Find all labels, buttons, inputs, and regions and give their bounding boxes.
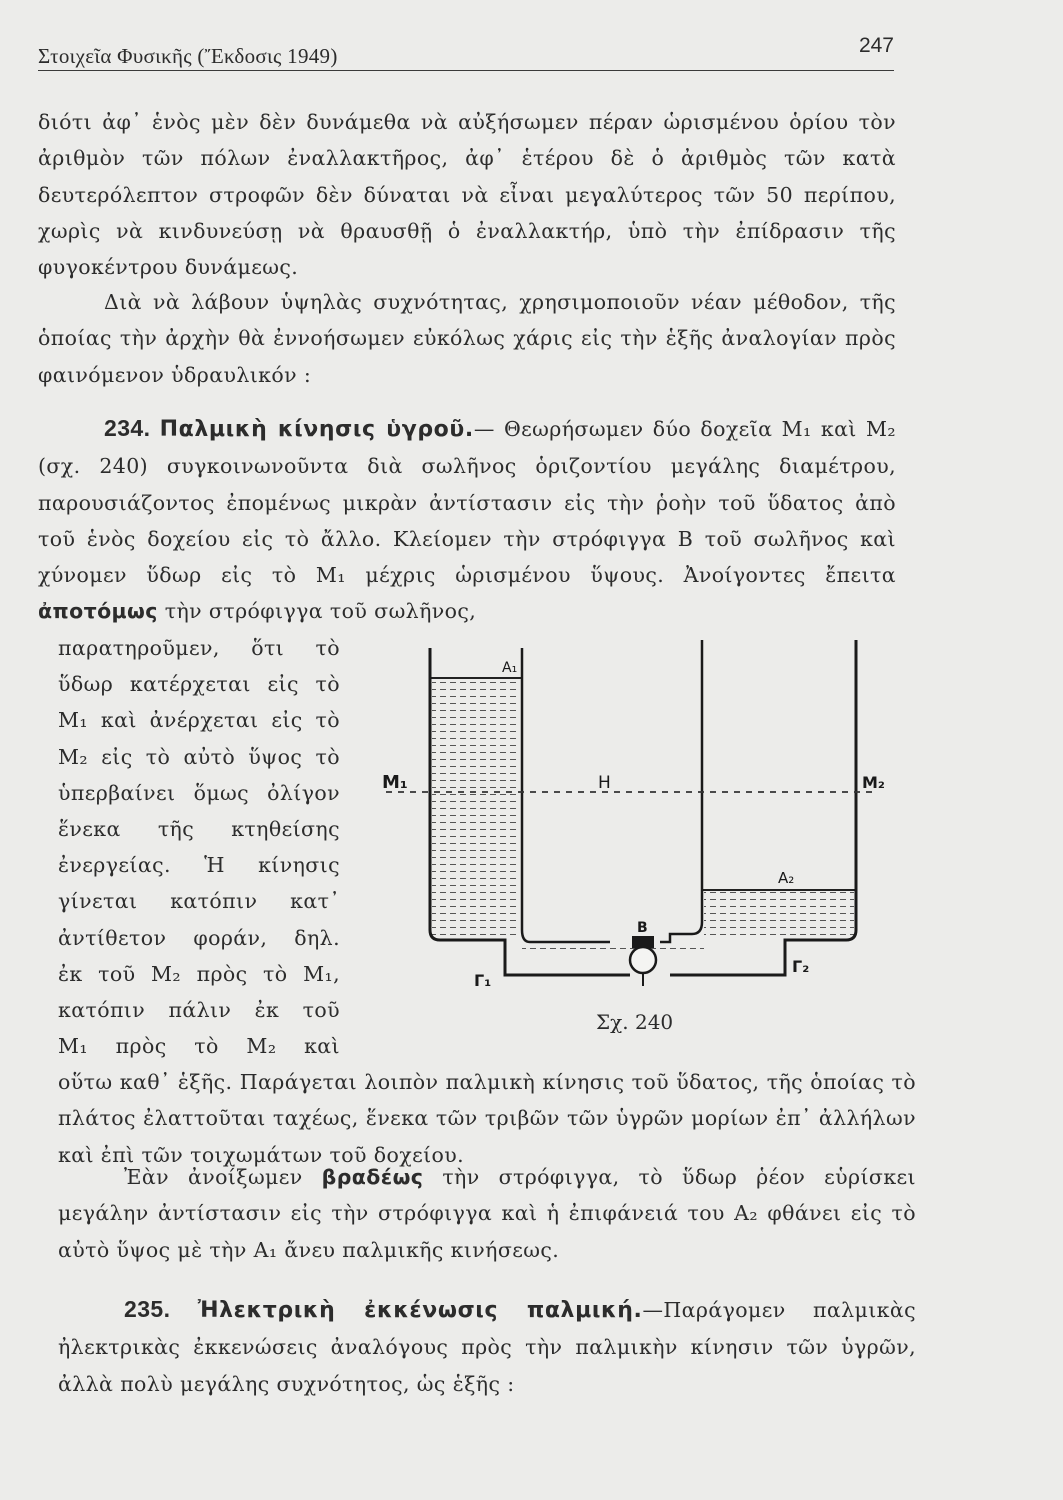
label-g2: Γ₂ (792, 957, 810, 976)
slow-text-end: τὴν στρόφιγγα, τὸ ὕδωρ ῥέον εὑρίσκει μεγάλην ἀντίστασιν εἰς τὴν στρόφιγγα καὶ ἡ ἐπιφάνειά του Α₂ φθάνει εἰς τὸ αὐτὸ ὕψος μὲ τὴν Α₁ ἄνευ παλμικῆς κινήσεως. (58, 1165, 916, 1262)
label-h: Η (598, 773, 611, 793)
wrapped-line: Μ₁ καὶ ἀνέρχεται εἰς τὸ (58, 708, 340, 733)
vessel-m2-inner-wall (660, 640, 702, 942)
figure-240-vessels-diagram (380, 630, 885, 1000)
label-a2: Α₂ (778, 869, 795, 887)
wrapped-line: Μ₂ εἰς τὸ αὐτὸ ὕψος τὸ (58, 744, 340, 769)
running-title: Στοιχεῖα Φυσικῆς (Ἔκδοσις 1949) (38, 44, 338, 68)
slow-text-start: Ἐὰν ἀνοίξωμεν (124, 1165, 322, 1189)
section-234-number: 234. (104, 415, 151, 441)
label-g1: Γ₁ (474, 971, 492, 990)
wrapped-line: γίνεται κατόπιν κατ᾽ (58, 889, 340, 914)
emphasis-slowly: βραδέως (321, 1165, 424, 1189)
wrapped-line: κατόπιν πάλιν ἐκ τοῦ (58, 998, 340, 1023)
label-m1: Μ₁ (382, 772, 408, 793)
label-m2: Μ₂ (862, 773, 885, 792)
section-235-number: 235. (124, 1296, 171, 1322)
wrapped-line: ἕνεκα τῆς κτηθείσης (58, 817, 340, 842)
stopcock-b (630, 947, 656, 973)
page-number: 247 (858, 34, 894, 57)
wrapped-line: ἀντίθετον φοράν, δηλ. (58, 925, 340, 950)
section-235 (58, 1291, 916, 1402)
wrapped-line: παρατηροῦμεν, ὅτι τὸ (58, 636, 340, 660)
wrapped-line: ἐκ τοῦ Μ₂ πρὸς τὸ Μ₁, (58, 961, 340, 986)
vessel-m1-inner-wall (522, 648, 610, 942)
emphasis-abruptly: ἀποτόμως (38, 599, 158, 624)
wrapped-line: ὕδωρ κατέρχεται εἰς τὸ (58, 672, 340, 697)
section-234-text: — Θεωρήσωμεν δύο δοχεῖα Μ₁ καὶ Μ₂ (σχ. 240) συγκοινωνοῦντα διὰ σωλῆνος ὁριζοντίου μεγάλης διαμέτρου, παρουσιάζοντος ἐπομένως μικρὰν ἀντίστασιν εἰς τὴν ῥοὴν τοῦ ὕδατος ἀπὸ τοῦ ἑνὸς δοχείου εἰς τὸ ἄλλο. Κλείομεν τὴν στρόφιγγα Β τοῦ σωλῆνος καὶ χύνομεν ὕδωρ εἰς τὸ Μ₁ μέχρις ὡρισμένου ὕψους. Ἀνοίγοντες ἔπειτα (38, 417, 896, 588)
wrapped-line: ἐνεργείας. Ἡ κίνησις (58, 853, 340, 878)
wrapped-line: ὑπερβαίνει ὅμως ὀλίγον (58, 780, 340, 805)
section-234-text-end: τὴν στρόφιγγα τοῦ σωλῆνος, (157, 599, 477, 624)
section-234-continuation: οὕτω καθ᾽ ἑξῆς. Παράγεται λοιπὸν παλμικὴ κίνησις τοῦ ὕδατος, τῆς ὁποίας τὸ πλάτος ἐλαττοῦται ταχέως, ἕνεκα τῶν τριβῶν τῶν ὑγρῶν μορίων ἐπ᾽ ἀλλήλων καὶ ἐπὶ τῶν τοιχωμάτων τοῦ δοχείου. (58, 1070, 916, 1167)
intro-paragraph-2: Διὰ νὰ λάβουν ὑψηλὰς συχνότητας, χρησιμοποιοῦν νέαν μέθοδον, τῆς ὁποίας τὴν ἀρχὴν θὰ ἐννοήσωμεν εὐκόλως χάρις εἰς τὴν ἑξῆς ἀναλογίαν πρὸς φαινόμενον ὑδραυλικόν : (38, 290, 896, 387)
running-header (38, 34, 894, 71)
label-b: Β (637, 920, 648, 936)
section-234-opening (38, 410, 896, 630)
section-234-slow-opening (58, 1159, 916, 1268)
pipe-water (522, 942, 704, 954)
intro-paragraph-1: διότι ἀφ᾽ ἑνὸς μὲν δὲν δυνάμεθα νὰ αὐξήσωμεν πέραν ὡρισμένου ὁρίου τὸν ἀριθμὸν τῶν πόλων ἐναλλακτῆρος, ἀφ᾽ ἑτέρου δὲ ὁ ἀριθμὸς τῶν κατὰ δευτερόλεπτον στροφῶν δὲν δύναται νὰ εἶναι μεγαλύτερος τῶν 50 περίπου, χωρὶς νὰ κινδυνεύσῃ νὰ θραυσθῇ ὁ ἐναλλακτήρ, ὑπὸ τὴν ἐπίδρασιν τῆς φυγοκέντρου δυνάμεως. (38, 110, 896, 280)
figure-caption: Σχ. 240 (596, 1010, 674, 1034)
wrapped-text-column (58, 630, 340, 1064)
section-234-title: Παλμικὴ κίνησις ὑγροῦ. (159, 417, 474, 442)
section-235-text: —Παράγομεν παλμικὰς ἠλεκτρικὰς ἐκκενώσεις ἀναλόγους πρὸς τὴν παλμικὴν κίνησιν τῶν ὑγρῶν, ἀλλὰ πολὺ μεγάλης συχνότητος, ὡς ἑξῆς : (58, 1298, 916, 1396)
wrapped-line: Μ₁ πρὸς τὸ Μ₂ καὶ (58, 1034, 340, 1059)
label-a1: Α₁ (502, 660, 518, 676)
section-235-title: Ἠλεκτρικὴ ἐκκένωσις παλμική. (197, 1298, 643, 1323)
vessel-m1-water (432, 678, 520, 938)
stopcock-handle (632, 936, 654, 948)
vessel-m2-water (704, 890, 854, 938)
